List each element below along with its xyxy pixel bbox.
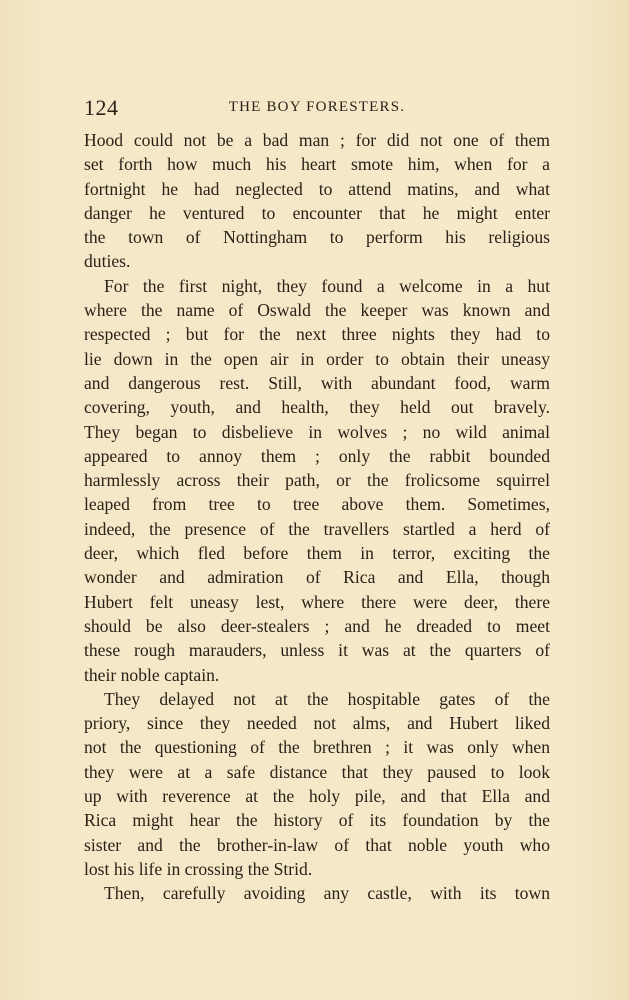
text-line: the town of Nottingham to perform his religious <box>84 227 550 248</box>
text-line: danger he ventured to encounter that he might enter <box>84 202 550 223</box>
text-line: indeed, the presence of the travellers startled a herd of <box>84 518 550 539</box>
page-number: 124 <box>84 95 119 120</box>
text-line: deer, which fled before them in terror, exciting the <box>84 543 550 564</box>
text-line: lie down in the open air in order to obtain their uneasy <box>84 348 550 369</box>
text-line: not the questioning of the brethren ; it was only when <box>84 737 550 758</box>
page-header <box>84 95 550 121</box>
running-title: THE BOY FORESTERS. <box>228 99 406 115</box>
text-line: Then, carefully avoiding any castle, with its town <box>104 883 550 904</box>
text-line: up with reverence at the holy pile, and that Ella and <box>84 786 550 807</box>
body-text <box>84 128 550 906</box>
text-line: Hood could not be a bad man ; for did not one of them <box>84 130 550 150</box>
text-line: They began to disbelieve in wolves ; no wild animal <box>84 421 550 442</box>
text-line: where the name of Oswald the keeper was known and <box>84 300 550 321</box>
text-line: For the first night, they found a welcome in a hut <box>104 275 550 296</box>
text-line: They delayed not at the hospitable gates of the <box>104 688 550 709</box>
text-line: appeared to annoy them ; only the rabbit bounded <box>84 445 550 466</box>
text-line: sister and the brother-in-law of that noble youth who <box>84 834 550 855</box>
text-line: fortnight he had neglected to attend matins, and what <box>84 178 550 199</box>
text-line: covering, youth, and health, they held out bravely. <box>84 397 550 418</box>
text-line: duties. <box>84 251 131 272</box>
text-line: and dangerous rest. Still, with abundant food, warm <box>84 372 550 393</box>
text-line: they were at a safe distance that they paused to look <box>84 761 550 782</box>
text-line: wonder and admiration of Rica and Ella, though <box>84 567 550 588</box>
text-line: should be also deer-stealers ; and he dreaded to meet <box>84 615 550 636</box>
text-line: set forth how much his heart smote him, when for a <box>84 154 550 175</box>
text-line: lost his life in crossing the Strid. <box>84 858 313 879</box>
text-line: leaped from tree to tree above them. Sometimes, <box>84 494 550 515</box>
text-line: harmlessly across their path, or the frolicsome squirrel <box>84 470 550 491</box>
text-line: priory, since they needed not alms, and Hubert liked <box>84 713 550 734</box>
text-line: their noble captain. <box>84 664 220 685</box>
text-line: Rica might hear the history of its foundation by the <box>84 810 550 831</box>
text-line: respected ; but for the next three nights they had to <box>84 324 550 345</box>
text-line: Hubert felt uneasy lest, where there were deer, there <box>84 591 550 612</box>
text-line: these rough marauders, unless it was at the quarters of <box>84 640 550 661</box>
